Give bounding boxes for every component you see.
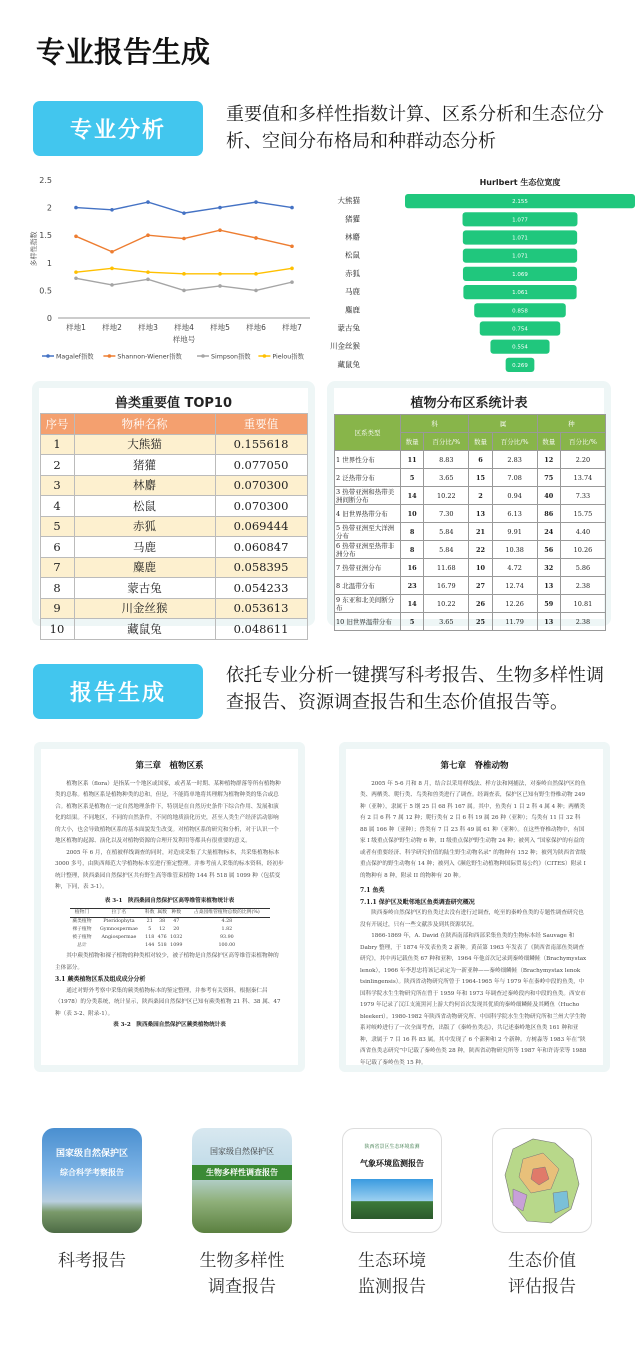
column-header: 百分比/% xyxy=(424,433,469,451)
table-cell: 14 xyxy=(401,487,424,505)
thumb-cover-main: 综合科学考察报告 xyxy=(60,1168,124,1177)
table-cell: 2.20 xyxy=(560,451,605,469)
table-cell: 14 xyxy=(401,595,424,613)
table-cell: Gymnospermae xyxy=(99,927,138,932)
column-header: 属数 xyxy=(156,909,168,918)
data-point xyxy=(110,267,114,271)
column-header: 百分比/% xyxy=(492,433,537,451)
table-cell: 1099 xyxy=(170,943,183,948)
table-cell: 4.28 xyxy=(221,919,233,924)
table-cell: 144 xyxy=(145,943,155,948)
table-cell: 7.08 xyxy=(492,469,537,487)
table-cell xyxy=(94,942,143,950)
bar-value-label: 1.077 xyxy=(512,217,528,224)
plant-table-title: 植物分布区系统计表 xyxy=(410,396,528,411)
column-header: 重要值 xyxy=(215,414,307,435)
table-cell: 2 泛热带分布 xyxy=(335,469,401,487)
bar-value-label: 1.061 xyxy=(512,290,528,297)
table-cell: 22 xyxy=(469,541,492,559)
table-cell: 8 xyxy=(40,578,74,599)
professional-analysis-badge: 专业分析 xyxy=(33,101,203,156)
table-row xyxy=(40,619,307,640)
bar-value-label: 0.269 xyxy=(512,362,528,369)
column-header: 区系类型 xyxy=(335,415,401,451)
data-point xyxy=(254,272,258,276)
table-cell: 118 xyxy=(145,935,155,940)
table-cell: 21 xyxy=(146,919,153,924)
x-tick-label: 样地3 xyxy=(138,323,158,332)
column-header: 数量 xyxy=(469,433,492,451)
table-cell: 0.069444 xyxy=(215,516,307,537)
thumb-label-biodiversity: 生物多样性 调查报告 xyxy=(199,1251,285,1297)
table-cell: 20 xyxy=(173,927,180,932)
table-cell: 麋鹿 xyxy=(74,557,215,578)
table-cell: 15.75 xyxy=(560,505,605,523)
data-point xyxy=(182,237,186,241)
hurlbert-chart-svg xyxy=(330,172,630,369)
data-point xyxy=(254,236,258,240)
table-row xyxy=(335,595,606,613)
column-header: 数量 xyxy=(537,433,560,451)
table-cell: 0.053613 xyxy=(215,598,307,619)
table-cell: 2 xyxy=(40,455,74,476)
category-label: 藏鼠兔 xyxy=(337,359,360,369)
table-cell: 4.40 xyxy=(560,523,605,541)
doc1-paragraph: 其中蕨类植物和裸子植物的种类相对较少，被子植物是自然保护区高等维管束植物种的主体部分。 xyxy=(55,953,279,971)
thumb-label-monitoring: 生态环境 监测报告 xyxy=(358,1251,426,1297)
plant-table-card xyxy=(327,381,611,626)
table-cell: 47 xyxy=(173,919,180,924)
table-cell: Angiospermae xyxy=(101,935,137,940)
table-cell: 5 xyxy=(401,469,424,487)
report-thumb-monitoring[interactable] xyxy=(342,1128,442,1233)
doc2-title: 第七章 脊椎动物 xyxy=(440,761,509,771)
table-cell: 1 xyxy=(40,434,74,455)
category-label: 川金丝猴 xyxy=(330,341,360,351)
table-cell: 26 xyxy=(469,595,492,613)
report-thumb-value[interactable] xyxy=(492,1128,592,1233)
table-cell: 8 北温带分布 xyxy=(335,577,401,595)
top10-table xyxy=(40,413,308,640)
doc1-paragraph: 2005 年 6 月，在植被样线调查的同时，对造成采集了大量植物标本，共采集植物标本 3000 多号，由陕西师范大学植物标本室进行鉴定整理。并参考前人采集的标本资料，经初步统计整理，陕西桑园自然保护区共有野生高等维管束植物 144 科 518 属 1099 种（包括变种，下同，表 3-1）。 xyxy=(55,849,284,890)
data-point xyxy=(254,200,258,204)
data-point xyxy=(290,280,294,284)
table-cell: 5 热带亚洲至大洋洲分布 xyxy=(335,523,401,541)
table-cell: 总计 xyxy=(77,943,87,948)
table-cell: 6 热带亚洲至热带非洲分布 xyxy=(335,541,401,559)
table-cell: 9 东亚和北美间断分布 xyxy=(335,595,401,613)
category-label: 大熊猫 xyxy=(337,196,360,206)
legend-label: Pielou指数 xyxy=(272,353,304,361)
data-point xyxy=(182,289,186,293)
analysis-description: 重要值和多样性指数计算、区系分析和生态位分析、空间分布格局和种群动态分析 xyxy=(226,104,604,152)
table-cell: 10.22 xyxy=(424,487,469,505)
table-cell: 0.077050 xyxy=(215,455,307,476)
data-point xyxy=(218,284,222,288)
table-cell: 86 xyxy=(537,505,560,523)
table-row xyxy=(40,434,307,455)
thumb-cover-image xyxy=(351,1179,433,1219)
table-cell: 23 xyxy=(401,577,424,595)
table-cell: 93.90 xyxy=(219,935,234,940)
bar-value-label: 1.069 xyxy=(512,271,528,278)
table-cell: 11.68 xyxy=(424,559,469,577)
category-label: 马鹿 xyxy=(345,287,360,297)
table-cell: 大熊猫 xyxy=(74,434,215,455)
category-label: 松鼠 xyxy=(345,250,360,260)
table-cell: 10.81 xyxy=(560,595,605,613)
bar-value-label: 2.155 xyxy=(512,199,528,206)
table-cell: 7 热带亚洲分布 xyxy=(335,559,401,577)
table-cell: 4 xyxy=(40,496,74,517)
report-description: 依托专业分析一键撰写科考报告、生物多样性调查报告、资源调查报告和生态价值报告等。 xyxy=(226,665,604,713)
doc1-table-caption: 表 3-2 陕西桑园自然保护区蕨类植物统计表 xyxy=(113,1022,226,1028)
thumb-cover-main: 生物多样性调查报告 xyxy=(192,1165,292,1180)
table-cell: 59 xyxy=(537,595,560,613)
table-row xyxy=(335,613,606,631)
thumb-cover-main: 气象环境监测报告 xyxy=(360,1159,424,1168)
table-cell: 0.048611 xyxy=(215,619,307,640)
y-tick-label: 0.5 xyxy=(39,286,52,296)
table-cell: 25 xyxy=(469,613,492,631)
plant-table xyxy=(334,414,606,631)
bar-value-label: 0.554 xyxy=(512,344,528,351)
column-header: 拉丁名 xyxy=(94,909,143,918)
table-cell: 10 旧世界温带分布 xyxy=(335,613,401,631)
table-row xyxy=(40,598,307,619)
table-row xyxy=(335,469,606,487)
data-point xyxy=(290,206,294,210)
table-row xyxy=(40,455,307,476)
table-cell: 38 xyxy=(159,919,166,924)
table-cell: 3 xyxy=(40,475,74,496)
x-tick-label: 样地5 xyxy=(210,323,230,332)
table-cell: 13 xyxy=(537,613,560,631)
table-cell: 1.82 xyxy=(221,927,233,932)
table-cell: 马鹿 xyxy=(74,537,215,558)
table-row xyxy=(70,926,270,934)
data-point xyxy=(74,276,78,280)
legend-marker xyxy=(46,354,50,358)
table-cell: 12.74 xyxy=(492,577,537,595)
table-cell: 5.84 xyxy=(424,541,469,559)
table-cell: 9 xyxy=(40,598,74,619)
legend-label: Simpson指数 xyxy=(211,353,251,361)
table-cell: 藏鼠兔 xyxy=(74,619,215,640)
table-cell: 13.74 xyxy=(560,469,605,487)
table-cell: 赤狐 xyxy=(74,516,215,537)
table-row xyxy=(335,541,606,559)
series-line xyxy=(76,230,292,252)
table-row xyxy=(70,934,270,942)
x-tick-label: 样地2 xyxy=(102,323,122,332)
table-cell: 0.94 xyxy=(492,487,537,505)
table-cell: 0.155618 xyxy=(215,434,307,455)
table-row xyxy=(335,487,606,505)
data-point xyxy=(290,244,294,248)
table-cell: 10.22 xyxy=(424,595,469,613)
table-cell: 0.070300 xyxy=(215,496,307,517)
y-tick-label: 0 xyxy=(46,314,52,323)
legend-label: Shannon-Wiener指数 xyxy=(117,353,182,361)
x-axis-label: 样地号 xyxy=(172,335,196,344)
table-cell: 6.13 xyxy=(492,505,537,523)
table-cell: 40 xyxy=(537,487,560,505)
table-cell: 2.38 xyxy=(560,577,605,595)
bar-value-label: 1.071 xyxy=(512,253,528,260)
table-cell: 27 xyxy=(469,577,492,595)
table-cell: 0.070300 xyxy=(215,475,307,496)
table-cell: 13 xyxy=(537,577,560,595)
column-header: 科数 xyxy=(144,909,156,918)
table-cell: 10.38 xyxy=(492,541,537,559)
table-cell: 56 xyxy=(537,541,560,559)
bar-value-label: 0.858 xyxy=(512,308,528,315)
report-generation-badge: 报告生成 xyxy=(33,664,203,719)
table-cell: 0.058395 xyxy=(215,557,307,578)
table-cell: 1032 xyxy=(170,935,183,940)
table-cell: 8 xyxy=(401,541,424,559)
table-cell: 12 xyxy=(159,927,166,932)
legend-marker xyxy=(263,354,267,358)
column-group-header: 种 xyxy=(537,415,605,433)
data-point xyxy=(182,211,186,215)
table-cell: 6 xyxy=(469,451,492,469)
data-point xyxy=(146,278,150,282)
table-cell: 蒙古兔 xyxy=(74,578,215,599)
data-point xyxy=(290,267,294,271)
column-group-header: 属 xyxy=(469,415,537,433)
table-cell: 21 xyxy=(469,523,492,541)
bar-value-label: 0.754 xyxy=(512,326,528,333)
data-point xyxy=(74,206,78,210)
table-row xyxy=(335,451,606,469)
table-row xyxy=(335,505,606,523)
category-label: 猪獾 xyxy=(345,214,360,224)
table-cell: 12 xyxy=(537,451,560,469)
table-cell: 32 xyxy=(537,559,560,577)
table-row xyxy=(40,578,307,599)
column-header: 植物门 xyxy=(70,909,95,918)
table-cell: 林麝 xyxy=(74,475,215,496)
y-tick-label: 2.5 xyxy=(39,176,52,185)
table-cell: 16 xyxy=(401,559,424,577)
data-point xyxy=(146,200,150,204)
table-row xyxy=(70,942,270,950)
x-tick-label: 样地6 xyxy=(246,323,266,332)
table-cell: 松鼠 xyxy=(74,496,215,517)
table-cell: 11.79 xyxy=(492,613,537,631)
table-cell: 2.38 xyxy=(560,613,605,631)
table-cell: 13 xyxy=(469,505,492,523)
diversity-line-chart xyxy=(28,172,318,367)
doc2-paragraph: 1866-1869 年，A. David 在陕西南部和西部采集鱼类的生物标本经 Sauvage 和 Dabry 整理，于 1874 年发表鱼类 2 新种。黄苗第 1963 年发表了《陕西省南部鱼类调查研究》，其中再记载鱼类 67 种和亚种，1964 年他首次记录到秦岭细鳞鲑（Brachymystax lenok），1966 年李思忠将该记录定为一新亚种——秦岭细鳞鲑（Brachymystax lenok tsinlingensis）。陕西省动物研究所曾于 1964-1965 年与 1979 年在秦岭中段的鱼类，中国科学院水生生物研究所在曾于 1959 年和 1973 年调查过秦岭段内和中段的鱼类。西安市 1979 年记录了汉江支流黑河上游大约何首次发现其优质的秦岭细鳞鲑及其鳟鱼（Hucho bleekeri）。1980-1982 年陕西省动物研究所、中国科学院水生生物研究所和兰州大学生物系对岐岭进行了一次全面考查，出版了《秦岭鱼类志》，共记述秦岭地区鱼类 161 种和亚种，隶属于 7 目 16 科 83 属。其中发现了 6 个新种和 2 个新种。方树淼等 1983 年在“陕西省鱼类志研究”中记载了秦岭鱼类 28 种，陕西省动物研究所等 1987 年和许涛荣等 1988 年记载了秦岭鱼类 15 种。 xyxy=(360,933,587,1066)
table-cell: 24 xyxy=(537,523,560,541)
table-cell: 16.79 xyxy=(424,577,469,595)
data-point xyxy=(254,289,258,293)
table-cell: 被子植物 xyxy=(72,935,92,940)
top10-title: 兽类重要值 TOP10 xyxy=(114,396,233,411)
table-cell: 4 旧世界热带分布 xyxy=(335,505,401,523)
data-point xyxy=(110,250,114,254)
table-cell: 0.060847 xyxy=(215,537,307,558)
y-tick-label: 1.5 xyxy=(39,231,52,241)
column-header: 数量 xyxy=(401,433,424,451)
table-cell: 2 xyxy=(469,487,492,505)
hurlbert-chart xyxy=(330,172,630,369)
column-header: 物种名称 xyxy=(74,414,215,435)
table-row xyxy=(40,516,307,537)
table-row xyxy=(70,918,270,927)
table-cell: 5 xyxy=(40,516,74,537)
table-cell: 5.84 xyxy=(424,523,469,541)
y-tick-label: 2 xyxy=(46,203,52,213)
y-tick-label: 1 xyxy=(46,258,52,268)
table-cell: 蕨类植物 xyxy=(72,919,92,924)
doc2-paragraph: 2005 年 5-6 月和 8 月，结合以采用样线法、样方法和网捕法，对秦岭自然保护区的鱼类、两栖类、爬行类、鸟类和兽类进行了调查。经调查表，保护区已知有野生脊椎动物 249 种（亚种），隶属于 5 纲 25 目 68 科 167 属。其中，鱼类有 1 目 2 科 4 属 4 种；两栖类有 2 目 6 科 7 属 12 种；爬行类有 2 目 6 科 19 属 26 种（亚种）；鸟类有 11 目 32 科 88 属 166 种（亚种）；兽类有 7 目 23 科 49 属 61 种（亚种）。在这些脊椎动物中，有国家 I 级重点保护野生动物 6 种，II 级重点保护野生动物 24 种；被列入 “国家保护的有益的或者有重要经济、科学研究价值的陆生野生动物名录” 的物种有 152 种；被列为陕西省省级重点保护的野生动物有 14 种；被列入《濒危野生动植物种国际贸易公约》（CITES）附录 I 的物种有 8 种，附录 II 的物种有 20 种。 xyxy=(360,780,586,879)
table-row xyxy=(40,537,307,558)
table-cell: 裸子植物 xyxy=(72,927,92,932)
table-cell: 8 xyxy=(401,523,424,541)
table-cell: 8.83 xyxy=(424,451,469,469)
map-icon xyxy=(493,1129,593,1234)
doc2-subheading: 7.1 鱼类 xyxy=(360,887,385,894)
table-row xyxy=(40,475,307,496)
table-cell: 5 xyxy=(401,613,424,631)
page-title: 专业报告生成 xyxy=(36,35,211,69)
report-thumb-survey[interactable] xyxy=(42,1128,142,1233)
table-cell: 5 xyxy=(148,927,152,932)
table-cell: 7.33 xyxy=(560,487,605,505)
table-cell: 猪獾 xyxy=(74,455,215,476)
table-cell: 4.72 xyxy=(492,559,537,577)
data-point xyxy=(110,283,114,287)
table-row xyxy=(335,559,606,577)
table-cell: 1 世界性分布 xyxy=(335,451,401,469)
table-cell: 7 xyxy=(40,557,74,578)
column-group-header: 科 xyxy=(401,415,469,433)
table-cell: 10 xyxy=(469,559,492,577)
data-point xyxy=(74,270,78,274)
doc1-paragraph: 植物区系（flora）是指某一个地区或国家，或者某一时期、某种植物群落等所有植物种类的总称。植物区系是植物种类的总和，但是，不能简单地将其理解为植物种类的集合或总合。植物区系是植物在一定自然地理条件下，特别是在自然历史条件下综合作用、发展和演化的结果。不同地区，不同的自然条件，不同的地质演化历史，甚至人类生产经济活动影响的大小，也会导致植物区系的基本面貌发生改变。对植物区系的研究和分析，对于认识一个地区植物的起源、演化以及对植物资源的合理开发利用等都具有很重要的意义。 xyxy=(55,780,281,844)
table-cell: 10 xyxy=(401,505,424,523)
thumb-label-survey: 科考报告 xyxy=(58,1251,126,1271)
top10-card xyxy=(32,381,315,636)
table-cell: 75 xyxy=(537,469,560,487)
data-point xyxy=(74,235,78,239)
table-row xyxy=(40,557,307,578)
thumb-cover-top: 国家级自然保护区 xyxy=(55,1149,128,1159)
legend-label: Magalef指数 xyxy=(56,353,94,361)
thumb-label-value: 生态价值 评估报告 xyxy=(508,1251,576,1297)
doc1-table xyxy=(70,908,270,950)
table-cell: 100.00 xyxy=(218,943,236,948)
table-cell: 476 xyxy=(157,935,167,940)
table-row xyxy=(40,496,307,517)
table-cell: 11 xyxy=(401,451,424,469)
table-cell: 0.054233 xyxy=(215,578,307,599)
table-cell: 川金丝猴 xyxy=(74,598,215,619)
data-point xyxy=(218,206,222,210)
legend-marker xyxy=(108,354,112,358)
table-row xyxy=(335,577,606,595)
table-cell: 3 热带亚洲和热带美洲间断分布 xyxy=(335,487,401,505)
table-row xyxy=(335,523,606,541)
diversity-line-chart-svg xyxy=(28,172,318,367)
data-point xyxy=(146,270,150,274)
data-point xyxy=(218,272,222,276)
doc-page-plant xyxy=(34,742,305,1072)
category-label: 麋鹿 xyxy=(345,305,360,315)
table-cell: 518 xyxy=(157,943,167,948)
column-header: 序号 xyxy=(40,414,74,435)
table-cell: 3.65 xyxy=(424,613,469,631)
legend-marker xyxy=(201,354,205,358)
category-label: 赤狐 xyxy=(345,268,360,278)
bar-value-label: 1.071 xyxy=(512,235,528,242)
table-cell: Pteridophyta xyxy=(103,919,135,924)
table-cell: 10 xyxy=(40,619,74,640)
doc2-subheading: 7.1.1 保护区及毗邻地区鱼类调查研究概况 xyxy=(360,898,475,906)
thumb-cover-top: 陕西省景区生态环境监测 xyxy=(364,1144,420,1150)
table-cell: 2.83 xyxy=(492,451,537,469)
x-tick-label: 样地4 xyxy=(174,323,194,332)
category-label: 林麝 xyxy=(345,232,360,242)
doc1-paragraph: 通过对野外考察中采集的蕨类植物标本的鉴定整理，并参考有关资料，根据秦仁昌（1978）的分类系统，统计显示，陕西桑园自然保护区已知有蕨类植物 21 科、38 属、47 种（表 3-2、附录-1）。 xyxy=(55,987,281,1017)
report-thumb-biodiversity[interactable] xyxy=(192,1128,292,1233)
table-cell: 9.91 xyxy=(492,523,537,541)
column-header: 百分比/% xyxy=(560,433,605,451)
column-header: 种数 xyxy=(168,909,184,918)
data-point xyxy=(110,208,114,212)
data-point xyxy=(218,228,222,232)
doc-page-vertebrate xyxy=(339,742,610,1072)
doc1-table-caption: 表 3-1 陕西桑园自然保护区高等维管束植物统计表 xyxy=(104,897,235,904)
series-line xyxy=(76,278,292,290)
table-cell: 10.26 xyxy=(560,541,605,559)
doc1-subheading: 3.1 蕨类植物区系及组成成分分析 xyxy=(55,976,146,983)
category-label: 蒙古兔 xyxy=(337,323,360,333)
table-cell: 5.86 xyxy=(560,559,605,577)
data-point xyxy=(182,272,186,276)
table-cell: 12.26 xyxy=(492,595,537,613)
x-tick-label: 样地7 xyxy=(282,323,302,332)
y-axis-label: 多样性指数 xyxy=(30,231,38,267)
table-cell: 15 xyxy=(469,469,492,487)
table-cell: 7.30 xyxy=(424,505,469,523)
x-tick-label: 样地1 xyxy=(66,323,86,332)
doc2-paragraph: 陕西秦岭自然保护区的鱼类过去没有进行过调查，屹至的秦岭鱼类的专题性调查研究也没有开展过，只有一些文献涉及到其资源状况。 xyxy=(360,910,584,928)
column-header: 占桑园维管植物总数的比例(%) xyxy=(184,909,269,918)
chart-title: Hurlbert 生态位宽度 xyxy=(479,178,561,187)
data-point xyxy=(146,233,150,237)
thumb-cover-top: 国家级自然保护区 xyxy=(210,1147,274,1156)
doc1-title: 第三章 植物区系 xyxy=(135,761,204,771)
table-cell: 3.65 xyxy=(424,469,469,487)
table-cell: 6 xyxy=(40,537,74,558)
